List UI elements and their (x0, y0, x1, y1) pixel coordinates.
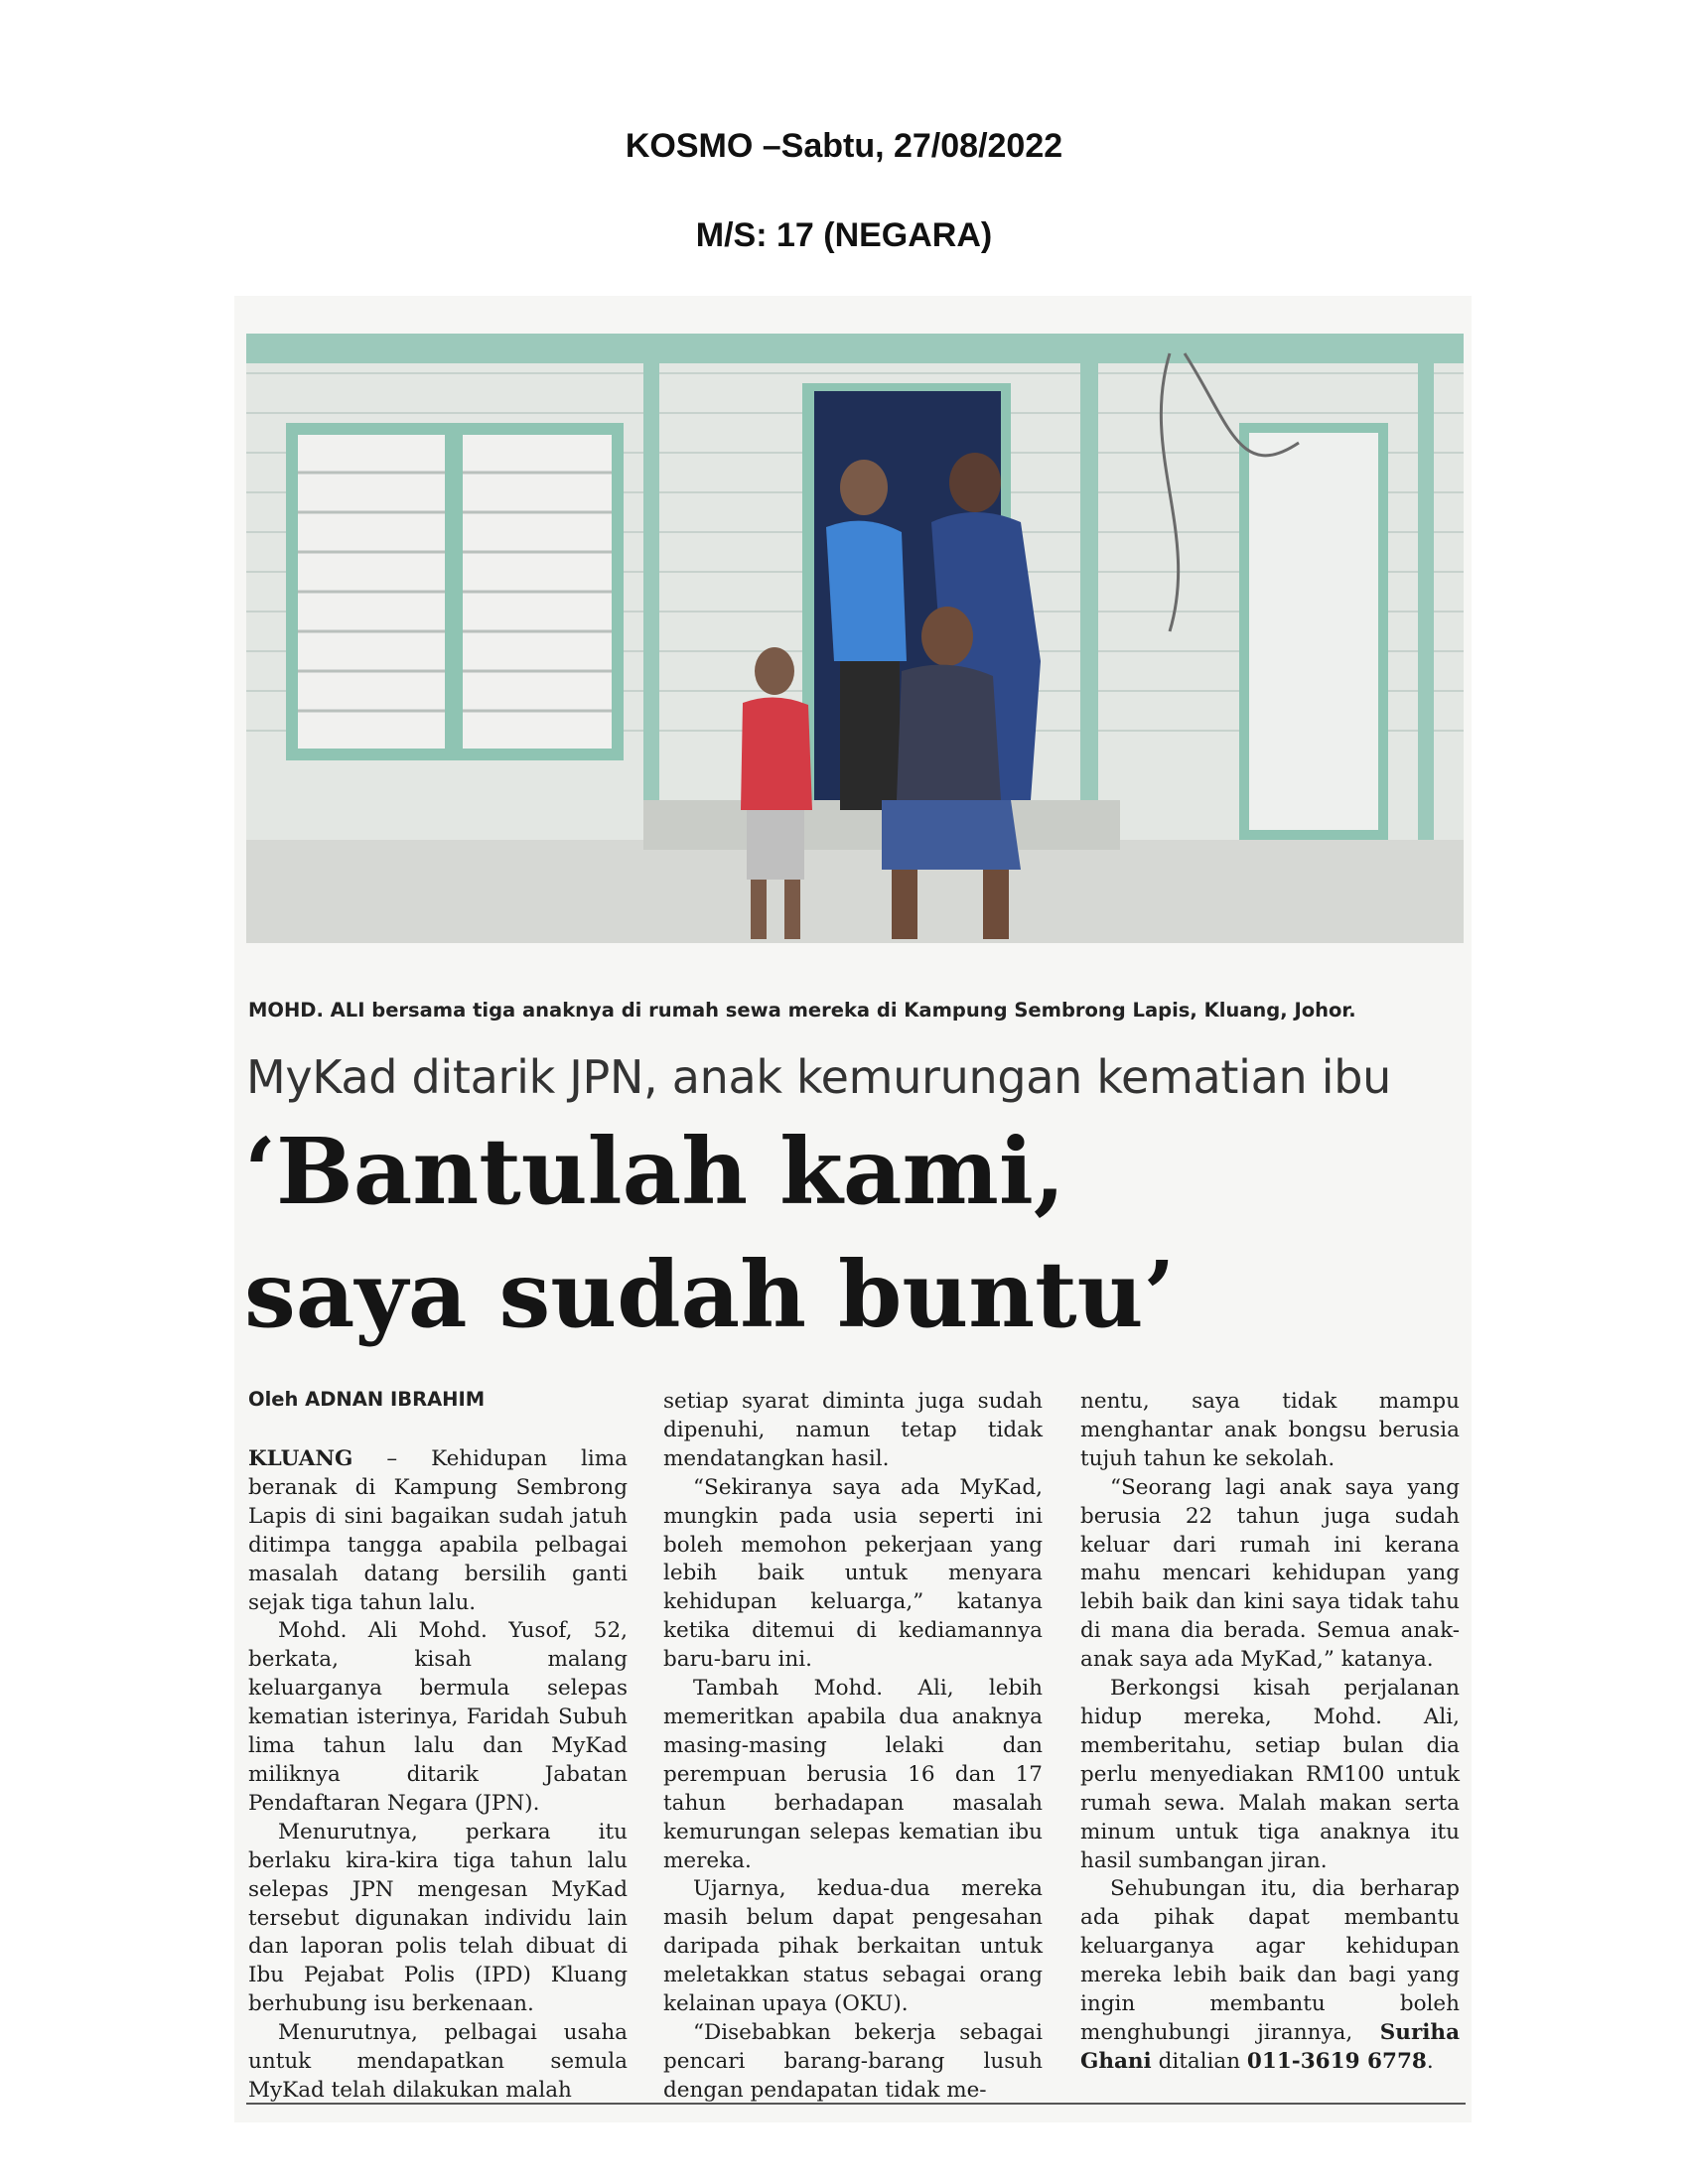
article-paragraph: “Disebabkan bekerja sebagai pencari barang-barang lusuh dengan pendapatan tidak me- (663, 2019, 1043, 2103)
article-headline (244, 1110, 1176, 1356)
article-paragraph: Menurutnya, perkara itu berlaku kira-kira tiga tahun lalu selepas JPN mengesan MyKad tersebut digunakan individu lain dan laporan polis telah dibuat di Ibu Pejabat Polis (IPD) Kluang berhubung isu berkenaan. (248, 1819, 628, 2017)
family-house-photo (246, 334, 1464, 943)
headline-line-1: ‘Bantulah kami, (244, 1118, 1065, 1225)
contact-name: Suriha Ghani (1080, 2019, 1460, 2074)
article-paragraph: Berkongsi kisah perjalanan hidup mereka, Mohd. Ali, memberitahu, setiap bulan dia perlu menyediakan RM100 untuk rumah sewa. Malah makan serta minum untuk tiga anaknya itu hasil sumbangan jiran. (1080, 1676, 1460, 1873)
article-paragraph: setiap syarat diminta juga sudah dipenuhi, namun tetap tidak mendatangkan hasil. (663, 1389, 1043, 1471)
article-paragraph: Menurutnya, pelbagai usaha untuk mendapatkan semula MyKad telah dilakukan malah (248, 2020, 628, 2103)
article-paragraph: Ujarnya, kedua-dua mereka masih belum dapat pengesahan daripada pihak berkaitan untuk meletakkan status sebagai orang kelainan upaya (OKU). (663, 1876, 1043, 2017)
header-publication-date: KOSMO –Sabtu, 27/08/2022 (625, 127, 1063, 165)
article-column-3 (1080, 1388, 1460, 2077)
article-paragraph: Mohd. Ali Mohd. Yusof, 52, berkata, kisah malang keluarganya bermula selepas kematian isterinya, Faridah Subuh lima tahun lalu dan MyKad miliknya ditarik Jabatan Pendaftaran Negara (JPN). (248, 1618, 628, 1816)
bottom-rule (246, 2103, 1466, 2105)
article-paragraph: Sehubungan itu, dia berharap ada pihak dapat membantu keluarganya agar kehidupan mereka lebih baik dan bagi yang ingin membantu boleh menghubungi jirannya, Suriha Ghani ditalian 011-3619 6778. (1080, 1876, 1460, 2074)
contact-phone: 011-3619 6778 (1246, 2048, 1427, 2074)
article-photo (246, 334, 1464, 943)
byline: Oleh ADNAN IBRAHIM (248, 1388, 486, 1411)
headline-line-2: saya sudah buntu’ (244, 1241, 1176, 1348)
article-column-1 (248, 1445, 628, 2106)
article-column-2 (663, 1388, 1043, 2106)
article-paragraph: Tambah Mohd. Ali, lebih memeritkan apabila dua anaknya masing-masing lelaki dan perempuan berusia 16 dan 17 tahun berhadapan masalah kemurungan selepas kematian ibu mereka. (663, 1676, 1043, 1873)
article-paragraph: KLUANG – Kehidupan lima beranak di Kampung Sembrong Lapis di sini bagaikan sudah jatuh ditimpa tangga apabila pelbagai masalah datang bersilih ganti sejak tiga tahun lalu. (248, 1446, 628, 1615)
photo-caption: MOHD. ALI bersama tiga anaknya di rumah sewa mereka di Kampung Sembrong Lapis, Kluang, Johor. (248, 999, 1356, 1022)
header-page-section: M/S: 17 (NEGARA) (695, 216, 993, 254)
article-paragraph: “Seorang lagi anak saya yang berusia 22 tahun juga sudah keluar dari rumah ini kerana mahu mencari kehidupan yang lebih baik dan kini saya tidak tahu di mana dia berada. Semua anak-anak saya ada MyKad,” katanya. (1080, 1474, 1460, 1673)
article-paragraph: “Sekiranya saya ada MyKad, mungkin pada usia seperti ini boleh memohon pekerjaan yang lebih baik untuk menyara kehidupan keluarga,” katanya ketika ditemui di kediamannya baru-baru ini. (663, 1474, 1043, 1673)
article-paragraph: nentu, saya tidak mampu menghantar anak bongsu berusia tujuh tahun ke sekolah. (1080, 1389, 1460, 1471)
article-kicker: MyKad ditarik JPN, anak kemurungan kematian ibu (246, 1050, 1391, 1104)
dateline: KLUANG (248, 1446, 353, 1471)
